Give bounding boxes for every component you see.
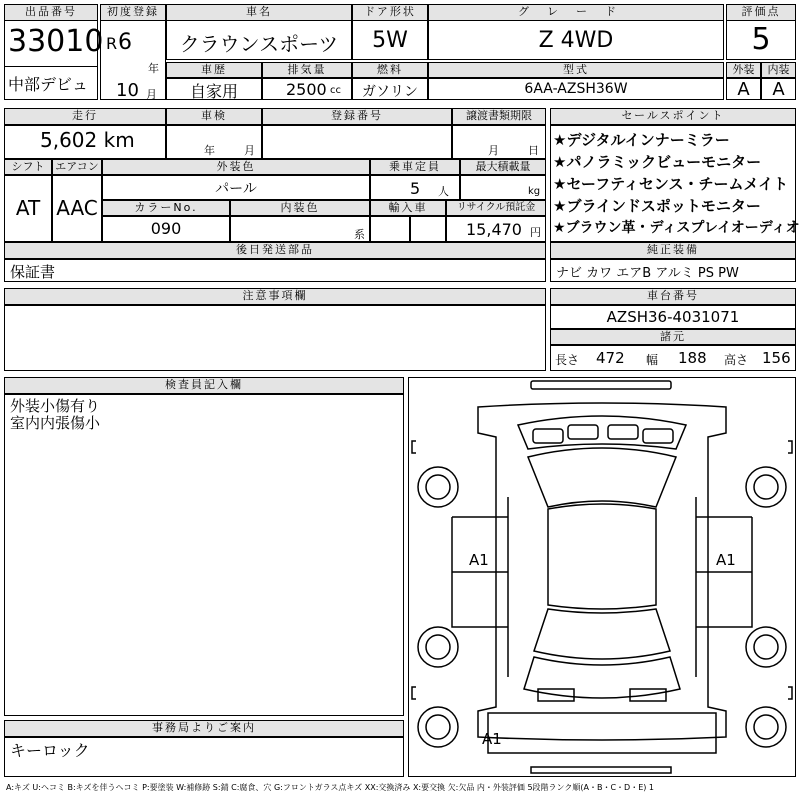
spec-width-label: 幅 — [646, 353, 659, 367]
sales-point: ★セーフティセンス・チームメイト — [553, 175, 789, 193]
int-color-header: 内装色 — [230, 200, 370, 216]
chassis-number: AZSH36-4031071 — [606, 308, 740, 326]
int-grade-header: 内装 — [761, 62, 796, 78]
score: 5 — [751, 22, 771, 57]
office-header: 事務局よりご案内 — [4, 720, 404, 737]
door-type: 5W — [372, 28, 408, 53]
genuine-equipment: ナビ カワ エアB アルミ PS PW — [556, 266, 739, 281]
lot-no-header: 出品番号 — [4, 4, 98, 21]
history-header: 車歴 — [166, 62, 262, 78]
spec-length: 472 — [596, 349, 625, 367]
transfer-day: 日 — [528, 144, 539, 157]
chassis-header: 車台番号 — [550, 288, 796, 305]
displacement: 2500 — [286, 80, 327, 99]
exterior-grade: A — [737, 79, 750, 100]
reg-no-header: 登録番号 — [262, 108, 452, 125]
aircon-header: エアコン — [52, 159, 102, 175]
color-no-header: カラーNo. — [102, 200, 230, 216]
model-header: 型式 — [428, 62, 724, 78]
fuel: ガソリン — [362, 84, 418, 100]
ext-grade-header: 外装 — [726, 62, 761, 78]
inspector-area — [4, 394, 404, 716]
notes-area — [4, 305, 546, 371]
reg-no-cell — [262, 125, 452, 159]
interior-grade: A — [772, 79, 785, 100]
transfer-header: 譲渡書類期限 — [452, 108, 546, 125]
damage-mark: A1 — [482, 730, 502, 748]
inspector-header: 検査員記入欄 — [4, 377, 404, 394]
sales-point: ★ブラインドスポットモニター — [553, 197, 761, 215]
import-header: 輸入車 — [370, 200, 446, 216]
genuine-header: 純正装備 — [550, 242, 796, 259]
car-diagram — [408, 377, 796, 777]
int-color-unit: 系 — [354, 228, 365, 241]
shift-header: シフト — [4, 159, 52, 175]
reg-year: 6 — [118, 30, 132, 55]
aircon: AAC — [56, 196, 98, 220]
sales-point: ★パノラミックビューモニター — [553, 153, 762, 171]
sales-point: ★ブラウン革・ディスプレイオーディオ — [553, 220, 800, 236]
capacity-header: 乗車定員 — [370, 159, 460, 175]
ext-color-header: 外装色 — [102, 159, 370, 175]
spec-height-label: 高さ — [724, 353, 749, 367]
debut-label: 中部デビュ — [8, 75, 89, 94]
max-load-header: 最大積載量 — [460, 159, 546, 175]
car-name: クラウンスポーツ — [179, 32, 339, 56]
spec-width: 188 — [678, 349, 707, 367]
history: 自家用 — [189, 82, 238, 101]
recycle-header: リサイクル預託金 — [446, 200, 546, 216]
color-no: 090 — [150, 219, 182, 238]
capacity: 5 — [410, 179, 421, 198]
month-unit: 月 — [146, 88, 157, 101]
legend: A:キズ U:ヘコミ B:キズを伴うヘコミ P:要塗装 W:補修跡 S:錆 C:腐食、穴 G:フロントガラス点キズ XX:交換済み X:要交換 欠:欠品 内・外装評価 5段階ランク順(A・B・C・D・E) 1 — [6, 783, 655, 792]
door-header: ドア形状 — [352, 4, 428, 21]
grade-header: グレード — [428, 4, 724, 21]
ext-color: パール — [215, 181, 257, 197]
recycle-amount: 15,470 — [466, 220, 522, 239]
inspector-note: 室内内張傷小 — [10, 414, 101, 432]
first-reg-header: 初度登録 — [100, 4, 166, 21]
year-unit: 年 — [148, 62, 159, 75]
inspector-note: 外装小傷有り — [10, 397, 101, 415]
grade: Z 4WD — [538, 28, 614, 53]
fuel-header: 燃料 — [352, 62, 428, 78]
damage-mark: A1 — [469, 551, 489, 569]
spec-length-label: 長さ — [555, 353, 580, 367]
car-name-header: 車名 — [166, 4, 352, 21]
inspection-header: 車検 — [166, 108, 262, 125]
displacement-header: 排気量 — [262, 62, 352, 78]
inspection-year: 年 — [204, 144, 215, 157]
score-header: 評価点 — [726, 4, 796, 21]
damage-mark: A1 — [716, 551, 736, 569]
inspection-month: 月 — [244, 144, 255, 157]
spec-height: 156 — [762, 349, 791, 367]
shift: AT — [15, 196, 41, 220]
mileage: 5,602 km — [40, 128, 135, 152]
load-unit: kg — [528, 186, 541, 197]
displacement-unit: cc — [330, 85, 341, 96]
notes-header: 注意事項欄 — [4, 288, 546, 305]
era: R — [106, 34, 118, 53]
mileage-header: 走行 — [4, 108, 166, 125]
recycle-unit: 円 — [530, 226, 541, 239]
capacity-unit: 人 — [438, 185, 449, 198]
model: 6AA-AZSH36W — [524, 81, 628, 97]
transfer-month: 月 — [488, 144, 499, 157]
specs-header: 諸元 — [550, 329, 796, 345]
later-parts-header: 後日発送部品 — [4, 242, 546, 259]
sales-point: ★デジタルインナーミラー — [553, 131, 730, 149]
office-note: キーロック — [10, 741, 90, 760]
reg-month: 10 — [116, 80, 139, 101]
later-parts: 保証書 — [10, 263, 56, 281]
lot-number: 33010 — [8, 24, 104, 59]
sales-points-header: セールスポイント — [550, 108, 796, 125]
